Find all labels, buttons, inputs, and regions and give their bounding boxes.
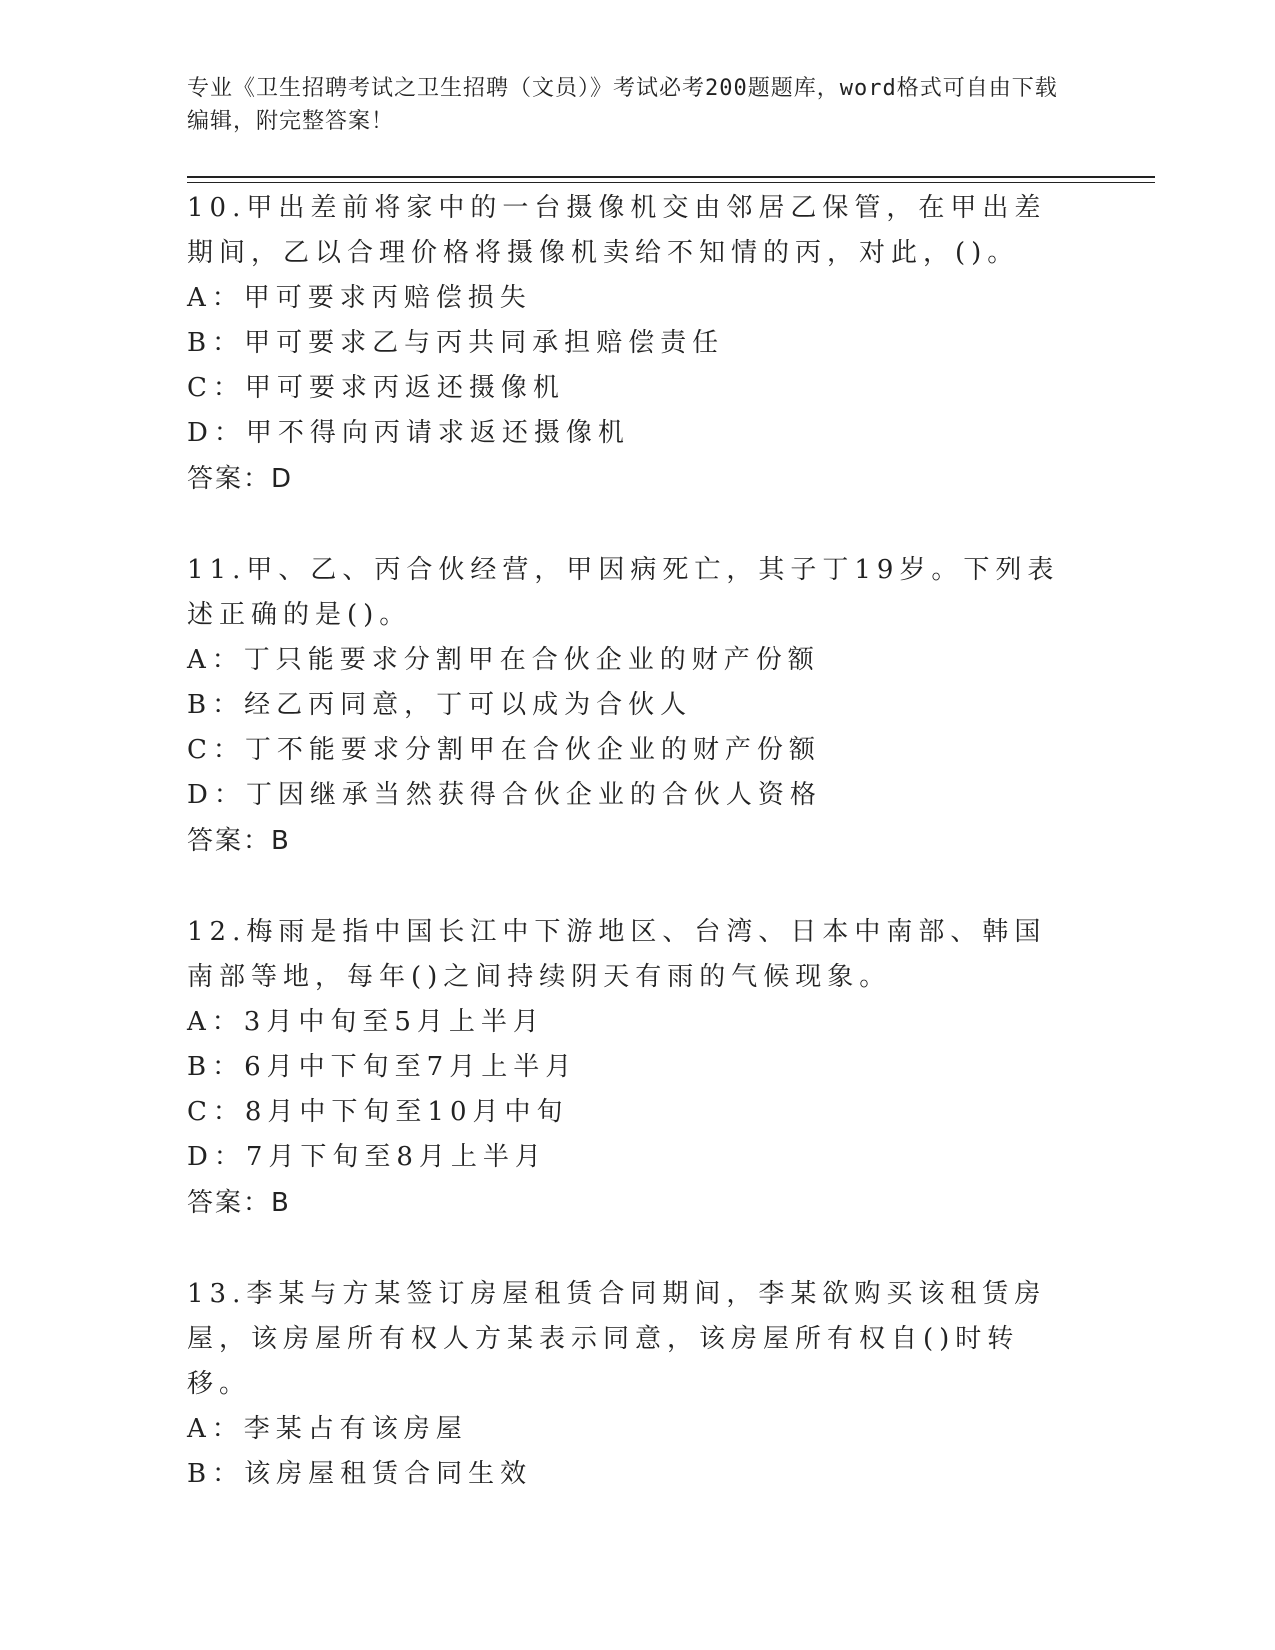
- header-divider-thin: [187, 182, 1155, 183]
- option-a: A：3月中旬至5月上半月: [187, 1007, 545, 1037]
- question-11: [187, 548, 1067, 864]
- document-header: 专业《卫生招聘考试之卫生招聘（文员）》考试必考200题题库，word格式可自由下载编辑，附完整答案！: [187, 76, 1058, 134]
- question-stem: 10.甲出差前将家中的一台摄像机交由邻居乙保管，在甲出差期间，乙以合理价格将摄像机卖给不知情的丙，对此，()。: [187, 193, 1047, 268]
- answer-label: 答案：D: [187, 464, 294, 494]
- option-b: B：甲可要求乙与丙共同承担赔偿责任: [187, 328, 725, 358]
- option-c: C：甲可要求丙返还摄像机: [187, 373, 565, 403]
- question-stem: 11.甲、乙、丙合伙经营，甲因病死亡，其子丁19岁。下列表述正确的是()。: [187, 555, 1060, 630]
- option-a: A：甲可要求丙赔偿损失: [187, 283, 532, 313]
- question-13: [187, 1272, 1067, 1497]
- option-b: B：经乙丙同意，丁可以成为合伙人: [187, 690, 693, 720]
- question-12: [187, 910, 1067, 1226]
- answer-label: 答案：B: [187, 826, 291, 856]
- option-c: C：8月中下旬至10月中旬: [187, 1097, 569, 1127]
- option-c: C：丁不能要求分割甲在合伙企业的财产份额: [187, 735, 821, 765]
- option-b: B：该房屋租赁合同生效: [187, 1459, 533, 1489]
- option-d: D：7月下旬至8月上半月: [187, 1142, 547, 1172]
- option-b: B：6月中下旬至7月上半月: [187, 1052, 578, 1082]
- option-d: D：丁因继承当然获得合伙企业的合伙人资格: [187, 780, 822, 810]
- question-stem: 13.李某与方某签订房屋租赁合同期间，李某欲购买该租赁房屋，该房屋所有权人方某表示同意，该房屋所有权自()时转移。: [187, 1279, 1047, 1399]
- answer-label: 答案：B: [187, 1188, 291, 1218]
- option-a: A：丁只能要求分割甲在合伙企业的财产份额: [187, 645, 820, 675]
- header-divider-thick: [187, 176, 1155, 178]
- question-stem: 12.梅雨是指中国长江中下游地区、台湾、日本中南部、韩国南部等地，每年()之间持续阴天有雨的气候现象。: [187, 917, 1047, 992]
- option-a: A：李某占有该房屋: [187, 1414, 468, 1444]
- option-d: D：甲不得向丙请求返还摄像机: [187, 418, 630, 448]
- question-10: [187, 186, 1067, 502]
